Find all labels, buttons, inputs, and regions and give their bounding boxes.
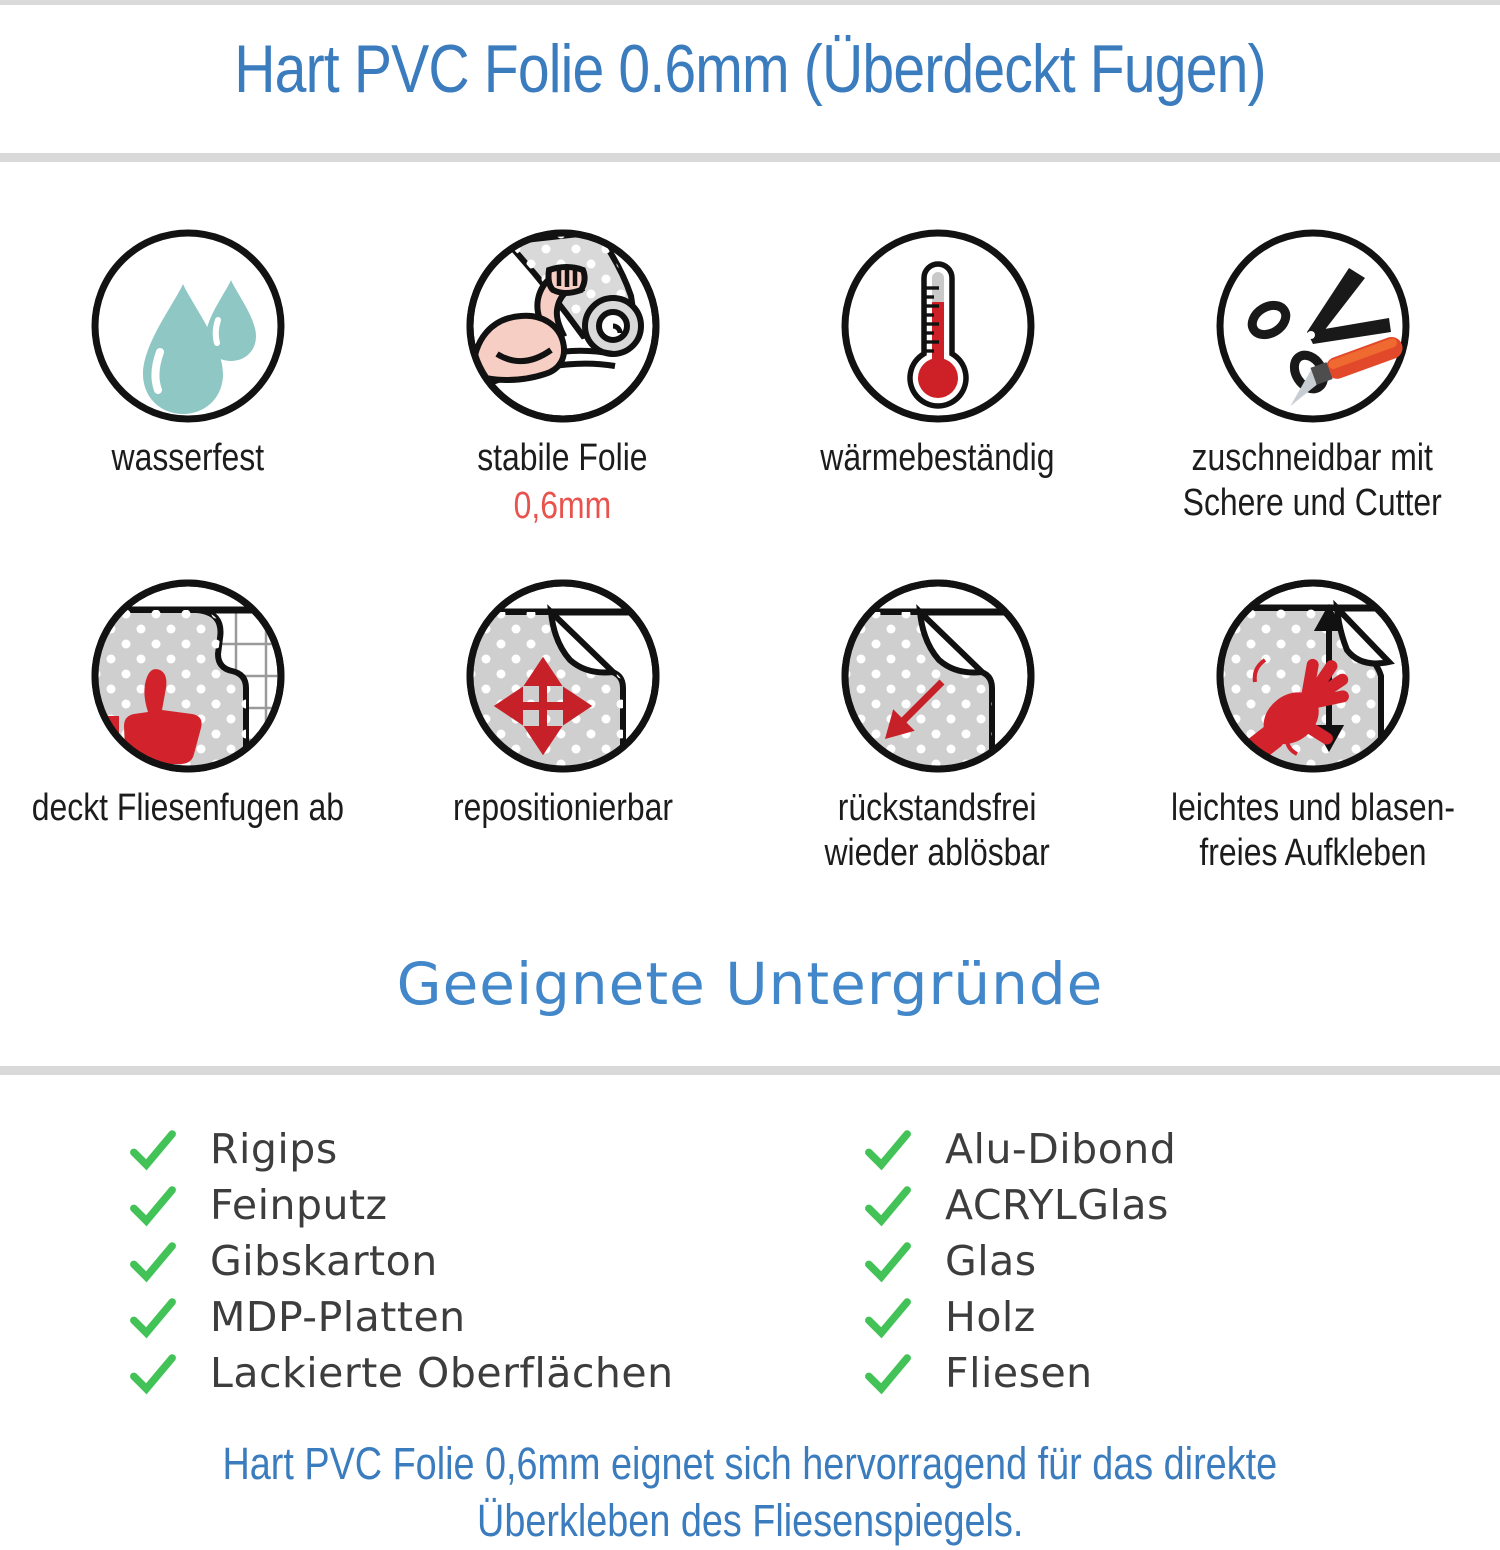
check-icon [128, 1127, 178, 1171]
check-icon [863, 1295, 913, 1339]
feature-label-line: freies Aufkleben [1198, 832, 1427, 875]
substrate-label: Glas [945, 1236, 1037, 1285]
check-icon [128, 1351, 178, 1395]
feature-rueckstandsfrei [750, 576, 1125, 877]
feature-label-line: Schere und Cutter [1182, 482, 1443, 525]
muscle-foil-icon [463, 226, 663, 426]
substrates-heading: Geeignete Untergründe [396, 950, 1104, 1019]
feature-label-line: wieder ablösbar [824, 832, 1051, 875]
feature-label-line: wasserfest [111, 436, 264, 479]
substrate-label: Lackierte Oberflächen [210, 1348, 674, 1397]
list-item [128, 1177, 863, 1233]
scissors-cutter-icon [1213, 226, 1413, 426]
feature-label [1158, 436, 1466, 527]
substrate-label: Alu-Dibond [945, 1124, 1177, 1173]
feature-wasserfest [0, 226, 375, 530]
list-item [863, 1233, 1500, 1289]
peel-arrow-foil-icon [838, 576, 1038, 776]
substrate-label: ACRYLGlas [945, 1180, 1169, 1229]
feature-label [798, 436, 1077, 482]
feature-label [2, 786, 374, 832]
substrates-column-right [863, 1121, 1500, 1401]
list-item [128, 1121, 863, 1177]
hand-press-foil-icon [1213, 576, 1413, 776]
feature-zuschneidbar [1125, 226, 1500, 530]
list-item [128, 1345, 863, 1401]
check-icon [128, 1239, 178, 1283]
feature-label-line: wärmebeständig [820, 436, 1055, 479]
list-item [128, 1233, 863, 1289]
feature-repositionierbar [375, 576, 750, 877]
feature-fliesenfugen [0, 576, 375, 877]
feature-label [97, 436, 279, 482]
substrates-divider [0, 1066, 1500, 1075]
list-item [863, 1177, 1500, 1233]
title-divider [0, 153, 1500, 162]
thumb-up-tiles-icon [88, 576, 288, 776]
substrate-label: Rigips [210, 1124, 338, 1173]
substrate-label: Holz [945, 1292, 1036, 1341]
substrate-label: Gibskarton [210, 1236, 438, 1285]
substrate-label: MDP-Platten [210, 1292, 466, 1341]
feature-label-line: repositionierbar [452, 786, 673, 829]
feature-label [803, 786, 1071, 877]
feature-label-line: zuschneidbar mit [1191, 436, 1434, 479]
substrate-label: Fliesen [945, 1348, 1093, 1397]
footer-line-1: Hart PVC Folie 0,6mm eignet sich hervorragend für das direkte [222, 1437, 1278, 1489]
thermometer-icon [838, 226, 1038, 426]
list-item [863, 1345, 1500, 1401]
footer-line-2: Überkleben des Fliesenspiegels. [476, 1495, 1024, 1547]
feature-grid [0, 226, 1500, 877]
move-arrows-foil-icon [463, 576, 663, 776]
feature-label-line: deckt Fliesenfugen ab [31, 786, 344, 829]
feature-waermebestaendig [750, 226, 1125, 530]
page-title-text: Hart PVC Folie 0.6mm (Überdeckt Fugen) [234, 31, 1266, 107]
feature-aufkleben [1125, 576, 1500, 877]
check-icon [863, 1351, 913, 1395]
feature-label-line: rückstandsfrei [838, 786, 1037, 829]
list-item [863, 1121, 1500, 1177]
check-icon [863, 1127, 913, 1171]
substrate-label: Feinputz [210, 1180, 388, 1229]
list-item [863, 1289, 1500, 1345]
check-icon [128, 1183, 178, 1227]
feature-highlight: 0,6mm [513, 485, 612, 528]
top-border-strip [0, 0, 1500, 5]
feature-label-line: stabile Folie [477, 436, 648, 479]
list-item [128, 1289, 863, 1345]
substrates-list [0, 1121, 1500, 1401]
check-icon [863, 1183, 913, 1227]
footer-note [0, 1435, 1500, 1550]
check-icon [863, 1239, 913, 1283]
water-drops-icon [88, 226, 288, 426]
feature-label [1144, 786, 1482, 877]
page-title [0, 31, 1500, 107]
feature-label [432, 786, 694, 832]
feature-label-line: leichtes und blasen- [1170, 786, 1455, 829]
feature-label [461, 436, 664, 530]
substrates-column-left [128, 1121, 863, 1401]
feature-stabile-folie [375, 226, 750, 530]
check-icon [128, 1295, 178, 1339]
